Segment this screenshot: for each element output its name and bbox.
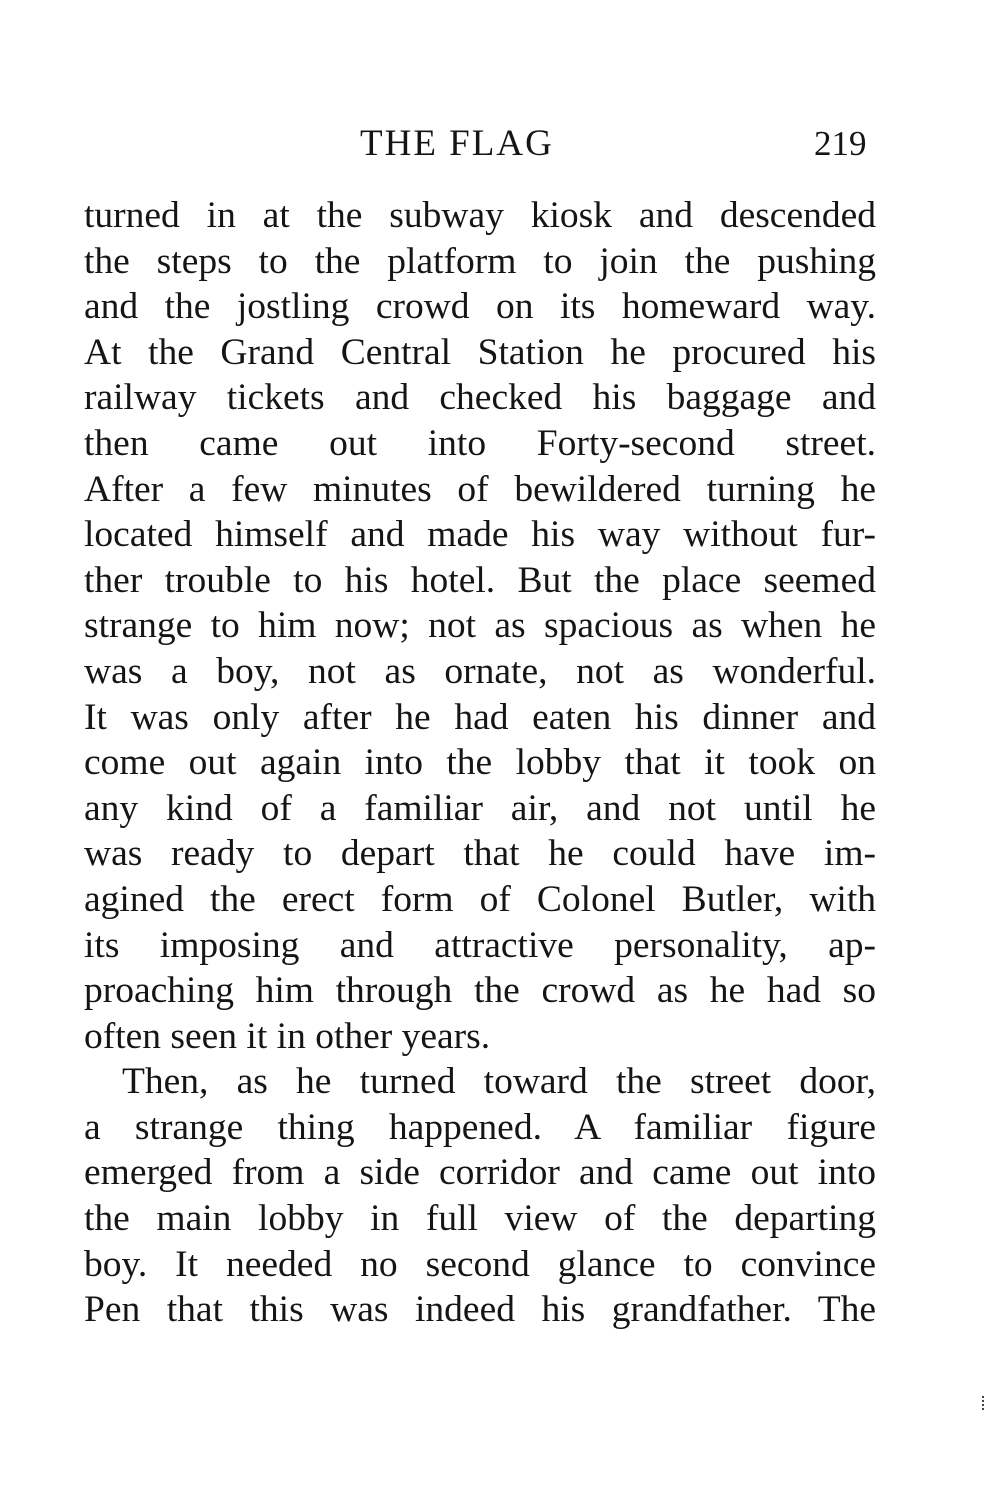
text-line: come out again into the lobby that it took on bbox=[84, 742, 876, 784]
text-line: the steps to the platform to join the pushing bbox=[84, 240, 876, 282]
text-line: was a boy, not as ornate, not as wonderful. bbox=[84, 650, 876, 692]
running-head bbox=[0, 118, 1000, 170]
text-line: the main lobby in full view of the departing bbox=[84, 1198, 876, 1240]
body-text bbox=[84, 193, 876, 1333]
text-line: was ready to depart that he could have im- bbox=[84, 833, 876, 875]
text-line: boy. It needed no second glance to convince bbox=[84, 1243, 876, 1285]
text-line: a strange thing happened. A familiar figure bbox=[84, 1106, 876, 1148]
text-line: located himself and made his way without fur- bbox=[84, 514, 876, 556]
running-title: THE FLAG bbox=[360, 123, 554, 164]
text-line: Pen that this was indeed his grandfather. The bbox=[84, 1289, 876, 1331]
text-line: proaching him through the crowd as he had so bbox=[84, 970, 876, 1012]
text-line: emerged from a side corridor and came out into bbox=[84, 1152, 876, 1194]
text-line: agined the erect form of Colonel Butler, with bbox=[84, 878, 876, 920]
text-line: and the jostling crowd on its homeward way. bbox=[84, 286, 876, 328]
paragraph-first-line: Then, as he turned toward the street door, bbox=[122, 1061, 876, 1103]
text-line: ther trouble to his hotel. But the place seemed bbox=[84, 559, 876, 601]
text-line: railway tickets and checked his baggage and bbox=[84, 377, 876, 419]
text-line: It was only after he had eaten his dinner and bbox=[84, 696, 876, 738]
text-line: then came out into Forty-second street. bbox=[84, 422, 876, 464]
page-number: 219 bbox=[814, 124, 867, 163]
paragraph-end-line: often seen it in other years. bbox=[84, 1015, 491, 1057]
text-line: strange to him now; not as spacious as when he bbox=[84, 605, 876, 647]
text-line: its imposing and attractive personality, ap- bbox=[84, 924, 876, 966]
scan-artifact-mark bbox=[982, 1396, 987, 1410]
text-line: At the Grand Central Station he procured his bbox=[84, 331, 876, 373]
text-line: After a few minutes of bewildered turning he bbox=[84, 468, 876, 510]
text-line: any kind of a familiar air, and not until he bbox=[84, 787, 876, 829]
text-line: turned in at the subway kiosk and descended bbox=[84, 195, 876, 236]
